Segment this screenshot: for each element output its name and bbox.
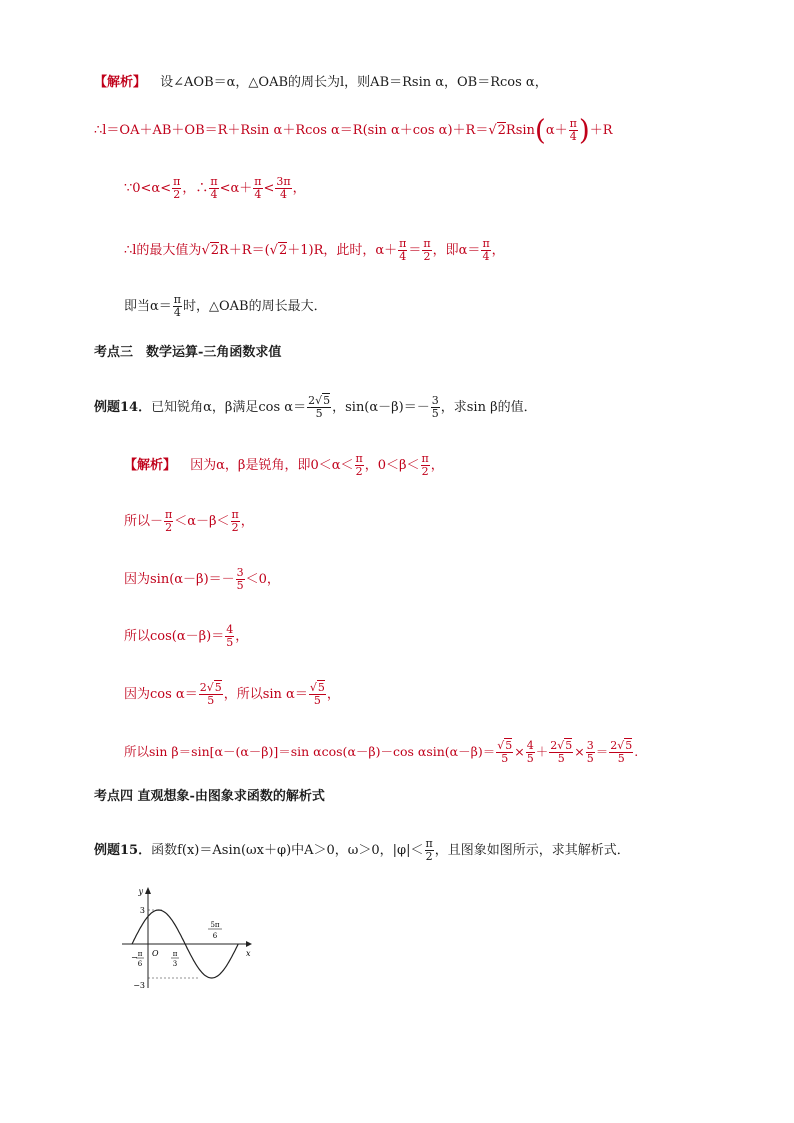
y-min-label: −3: [133, 981, 145, 990]
text: 即当α＝: [124, 299, 172, 315]
fraction-pi-over-4: $\frac{\pi}{4}$: [210, 175, 218, 202]
plus-sign: ＋: [535, 744, 549, 760]
paren-close: ): [578, 113, 590, 147]
fraction-root5-over-5: $\frac{√5}{5}$: [497, 739, 513, 766]
x-axis-arrow: [246, 941, 252, 947]
radicand: 2: [497, 123, 506, 139]
text: ，所以sin α＝: [223, 687, 308, 703]
equals-sign: ＝: [595, 744, 609, 760]
solution-14-line-3: [124, 567, 280, 592]
text: ，0＜β＜: [364, 458, 420, 474]
fraction-4-over-5: $\frac{4}{5}$: [526, 739, 534, 766]
fraction-2root5-over-5: $\frac{2√5}{5}$: [550, 739, 573, 766]
sqrt-sign: √: [488, 123, 497, 139]
fraction-root5-over-5: $\frac{√5}{5}$: [309, 681, 325, 708]
times-sign: ×: [514, 744, 525, 760]
solution-14-line-5: [124, 682, 340, 707]
fraction-4-over-5: $\frac{4}{5}$: [226, 623, 234, 650]
section-heading-3: 考点三 数学运算-三角函数求值: [94, 345, 282, 360]
solution-14-line-1: [124, 453, 444, 478]
fraction-pi-over-2: $\frac{\pi}{2}$: [355, 452, 363, 479]
y-max-label: 3: [139, 906, 145, 915]
text: ∴l的最大值为: [124, 243, 202, 259]
example-15-question: [94, 838, 630, 863]
example-label: 例题15．: [94, 843, 152, 859]
text: Rsin: [505, 123, 535, 139]
tick-neg-pi: π: [137, 950, 143, 958]
radicand: 2: [278, 243, 288, 259]
text: 所以－: [124, 514, 164, 530]
text: 因为α，β是锐角，即0＜α＜: [190, 458, 354, 474]
fraction-pi-over-2: $\frac{\pi}{2}$: [423, 237, 431, 264]
text: ，: [430, 458, 444, 474]
text: ＋R: [589, 123, 613, 139]
text: ，: [240, 514, 254, 530]
example-14-question: [94, 395, 537, 420]
text: ，sin(α－β)＝－: [332, 400, 430, 416]
origin-label: O: [152, 949, 159, 958]
example-label: 例题14．: [94, 400, 152, 416]
x-axis-label: x: [246, 949, 251, 958]
tick-neg-6: 6: [137, 960, 143, 968]
analysis-line-4: ∴l的最大值为√2R＋R＝(√2＋1)R，此时，α＋ $\frac{\pi}{4}$ ＝ $\frac{\pi}{2}$ ，即α＝ $\frac{\pi}{4}$ ，: [124, 237, 505, 264]
fraction-3pi-over-4: $\frac{3\pi}{4}$: [276, 175, 291, 202]
fraction-pi-over-2: $\frac{\pi}{2}$: [165, 508, 173, 535]
text: ，: [491, 243, 505, 259]
y-axis-arrow: [145, 887, 151, 894]
analysis-tag: 【解析】: [124, 458, 177, 474]
analysis-line-3: [124, 176, 306, 201]
times-sign: ×: [574, 744, 585, 760]
tick-neg-sign: −: [131, 953, 138, 962]
text: 因为sin(α－β)＝－: [124, 572, 235, 588]
tick-pi3-3: 3: [172, 960, 178, 968]
tick-5pi6-num: 5π: [210, 921, 220, 929]
fraction-pi-over-2: $\frac{\pi}{2}$: [231, 508, 239, 535]
fraction-pi-over-4: $\frac{\pi}{4}$: [399, 237, 407, 264]
section-heading-4: 考点四 直观想象-由图象求函数的解析式: [94, 789, 325, 804]
text: 所以sin β＝sin[α－(α－β)]＝sin αcos(α－β)－cos αsin(α－β)＝: [124, 744, 496, 760]
radicand: 2: [210, 243, 220, 259]
text: α＋: [545, 123, 568, 139]
fraction-pi-over-4: $\frac{\pi}{4}$: [254, 175, 262, 202]
paren-open: (: [534, 113, 546, 147]
tick-5pi6-den: 6: [212, 932, 218, 940]
fraction-pi-over-2: $\frac{\pi}{2}$: [425, 837, 433, 864]
analysis-line-2: [94, 113, 613, 147]
text: ＝: [408, 243, 422, 259]
text: 所以cos(α－β)＝: [124, 629, 225, 645]
fraction-3-over-5: $\frac{3}{5}$: [236, 566, 244, 593]
text: 设∠AOB＝α，△OAB的周长为l，则AB＝Rsin α，OB＝Rcos α，: [160, 75, 548, 90]
text: 时，△OAB的周长最大．: [183, 299, 327, 315]
solution-14-line-4: [124, 624, 248, 649]
text: .: [634, 744, 639, 760]
fraction-2root5-over-5: $\frac{2√5}{5}$: [199, 681, 222, 708]
text: ，: [292, 181, 306, 197]
text: 函数f(x)＝Asin(ωx＋φ)中A＞0，ω＞0，|φ|＜: [151, 843, 424, 859]
text: ＜α－β＜: [174, 514, 230, 530]
text: ＋1)R，此时，α＋: [287, 243, 398, 259]
solution-14-line-6: [124, 740, 638, 765]
text: ，即α＝: [432, 243, 481, 259]
fraction-2root5-over-5: $\frac{2√5}{5}$: [610, 739, 633, 766]
text: R＋R＝(: [219, 243, 270, 259]
text: <: [263, 181, 275, 197]
analysis-tag: 【解析】: [94, 75, 147, 90]
y-axis-label: y: [138, 887, 143, 896]
fraction-pi-over-2: $\frac{\pi}{2}$: [173, 175, 181, 202]
text: ＜0，: [245, 572, 280, 588]
fraction-3-over-5: $\frac{3}{5}$: [586, 739, 594, 766]
text: ，∴: [182, 181, 209, 197]
fraction-pi-over-4: $\frac{\pi}{4}$: [482, 237, 490, 264]
text: ，求sin β的值．: [440, 400, 537, 416]
fraction-pi-over-2: $\frac{\pi}{2}$: [421, 452, 429, 479]
text: 因为cos α＝: [124, 687, 198, 703]
text: <α＋: [219, 181, 253, 197]
analysis-line-5: [124, 294, 327, 319]
text: ∴l＝OA＋AB＋OB＝R＋Rsin α＋Rcos α＝R(sin α＋cos α)＋R＝: [94, 123, 489, 139]
analysis-line-1: [94, 76, 548, 89]
sine-graph: [118, 882, 258, 994]
fraction-2root5-over-5: $\frac{2√5}{5}$: [308, 394, 331, 421]
fraction-pi-over-4: $\frac{\pi}{4}$: [569, 117, 577, 144]
tick-pi3-pi: π: [172, 950, 178, 958]
text: ，: [326, 687, 340, 703]
text: 已知锐角α，β满足cos α＝: [151, 400, 307, 416]
fraction-3-over-5: $\frac{3}{5}$: [431, 394, 439, 421]
text: ∵0<α<: [124, 181, 172, 197]
solution-14-line-2: [124, 509, 254, 534]
text: ，且图象如图所示，求其解析式．: [434, 843, 630, 859]
fraction-pi-over-4: $\frac{\pi}{4}$: [173, 293, 182, 320]
text: ，: [235, 629, 249, 645]
